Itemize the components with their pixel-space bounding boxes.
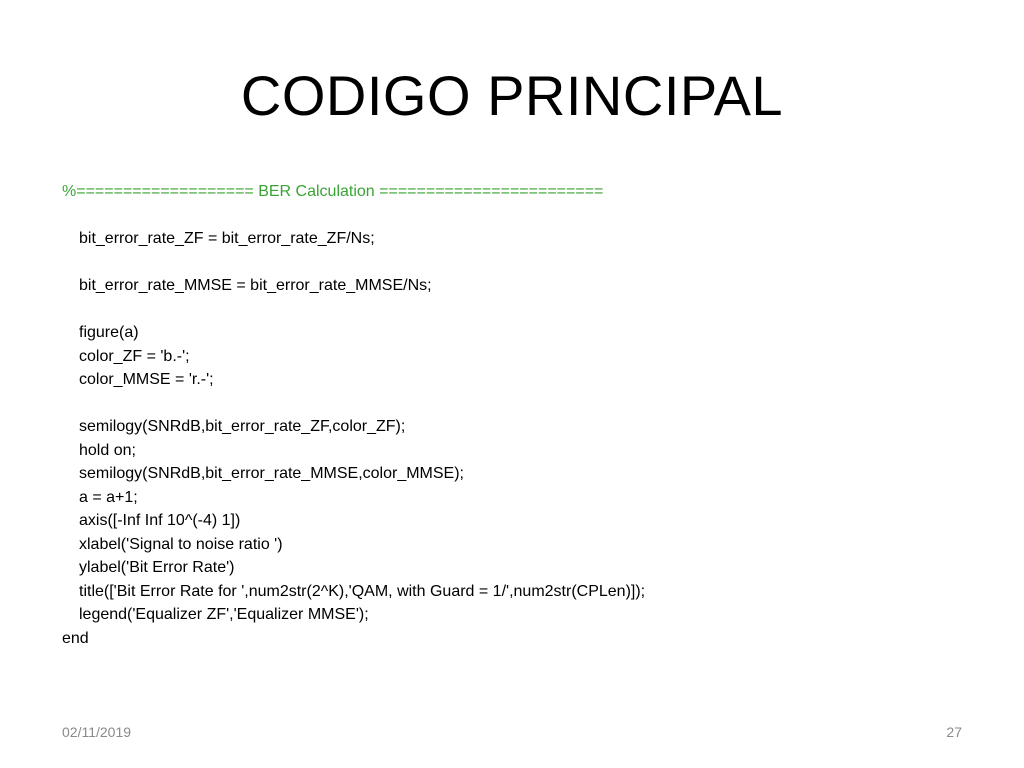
code-line: figure(a) xyxy=(79,324,139,341)
code-line-comment: %=================== BER Calculation ======================== xyxy=(62,183,604,200)
code-block xyxy=(62,180,962,650)
footer-date: 02/11/2019 xyxy=(62,724,132,740)
code-line: color_MMSE = 'r.-'; xyxy=(79,371,214,388)
code-line: ylabel('Bit Error Rate') xyxy=(79,559,235,576)
code-line: a = a+1; xyxy=(79,488,138,506)
footer-page-number: 27 xyxy=(946,724,962,740)
blank-line xyxy=(62,251,962,275)
code-line-end: end xyxy=(62,629,89,647)
code-line: semilogy(SNRdB,bit_error_rate_ZF,color_ZF); xyxy=(79,418,406,435)
code-line: bit_error_rate_ZF = bit_error_rate_ZF/Ns; xyxy=(79,230,375,247)
code-line: hold on; xyxy=(79,441,136,459)
blank-line xyxy=(62,298,962,322)
code-line: title(['Bit Error Rate for ',num2str(2^K),'QAM, with Guard = 1/',num2str(CPLen)]); xyxy=(79,582,646,600)
code-line: bit_error_rate_MMSE = bit_error_rate_MMSE/Ns; xyxy=(79,277,432,294)
code-line: xlabel('Signal to noise ratio ') xyxy=(79,535,283,553)
code-line: legend('Equalizer ZF','Equalizer MMSE'); xyxy=(79,606,369,623)
code-line: semilogy(SNRdB,bit_error_rate_MMSE,color_MMSE); xyxy=(79,465,464,482)
code-line: color_ZF = 'b.-'; xyxy=(79,347,190,365)
blank-line xyxy=(62,204,962,228)
slide-title: CODIGO PRINCIPAL xyxy=(240,64,784,127)
code-line: axis([-Inf Inf 10^(-4) 1]) xyxy=(79,512,241,529)
blank-line xyxy=(62,392,962,416)
